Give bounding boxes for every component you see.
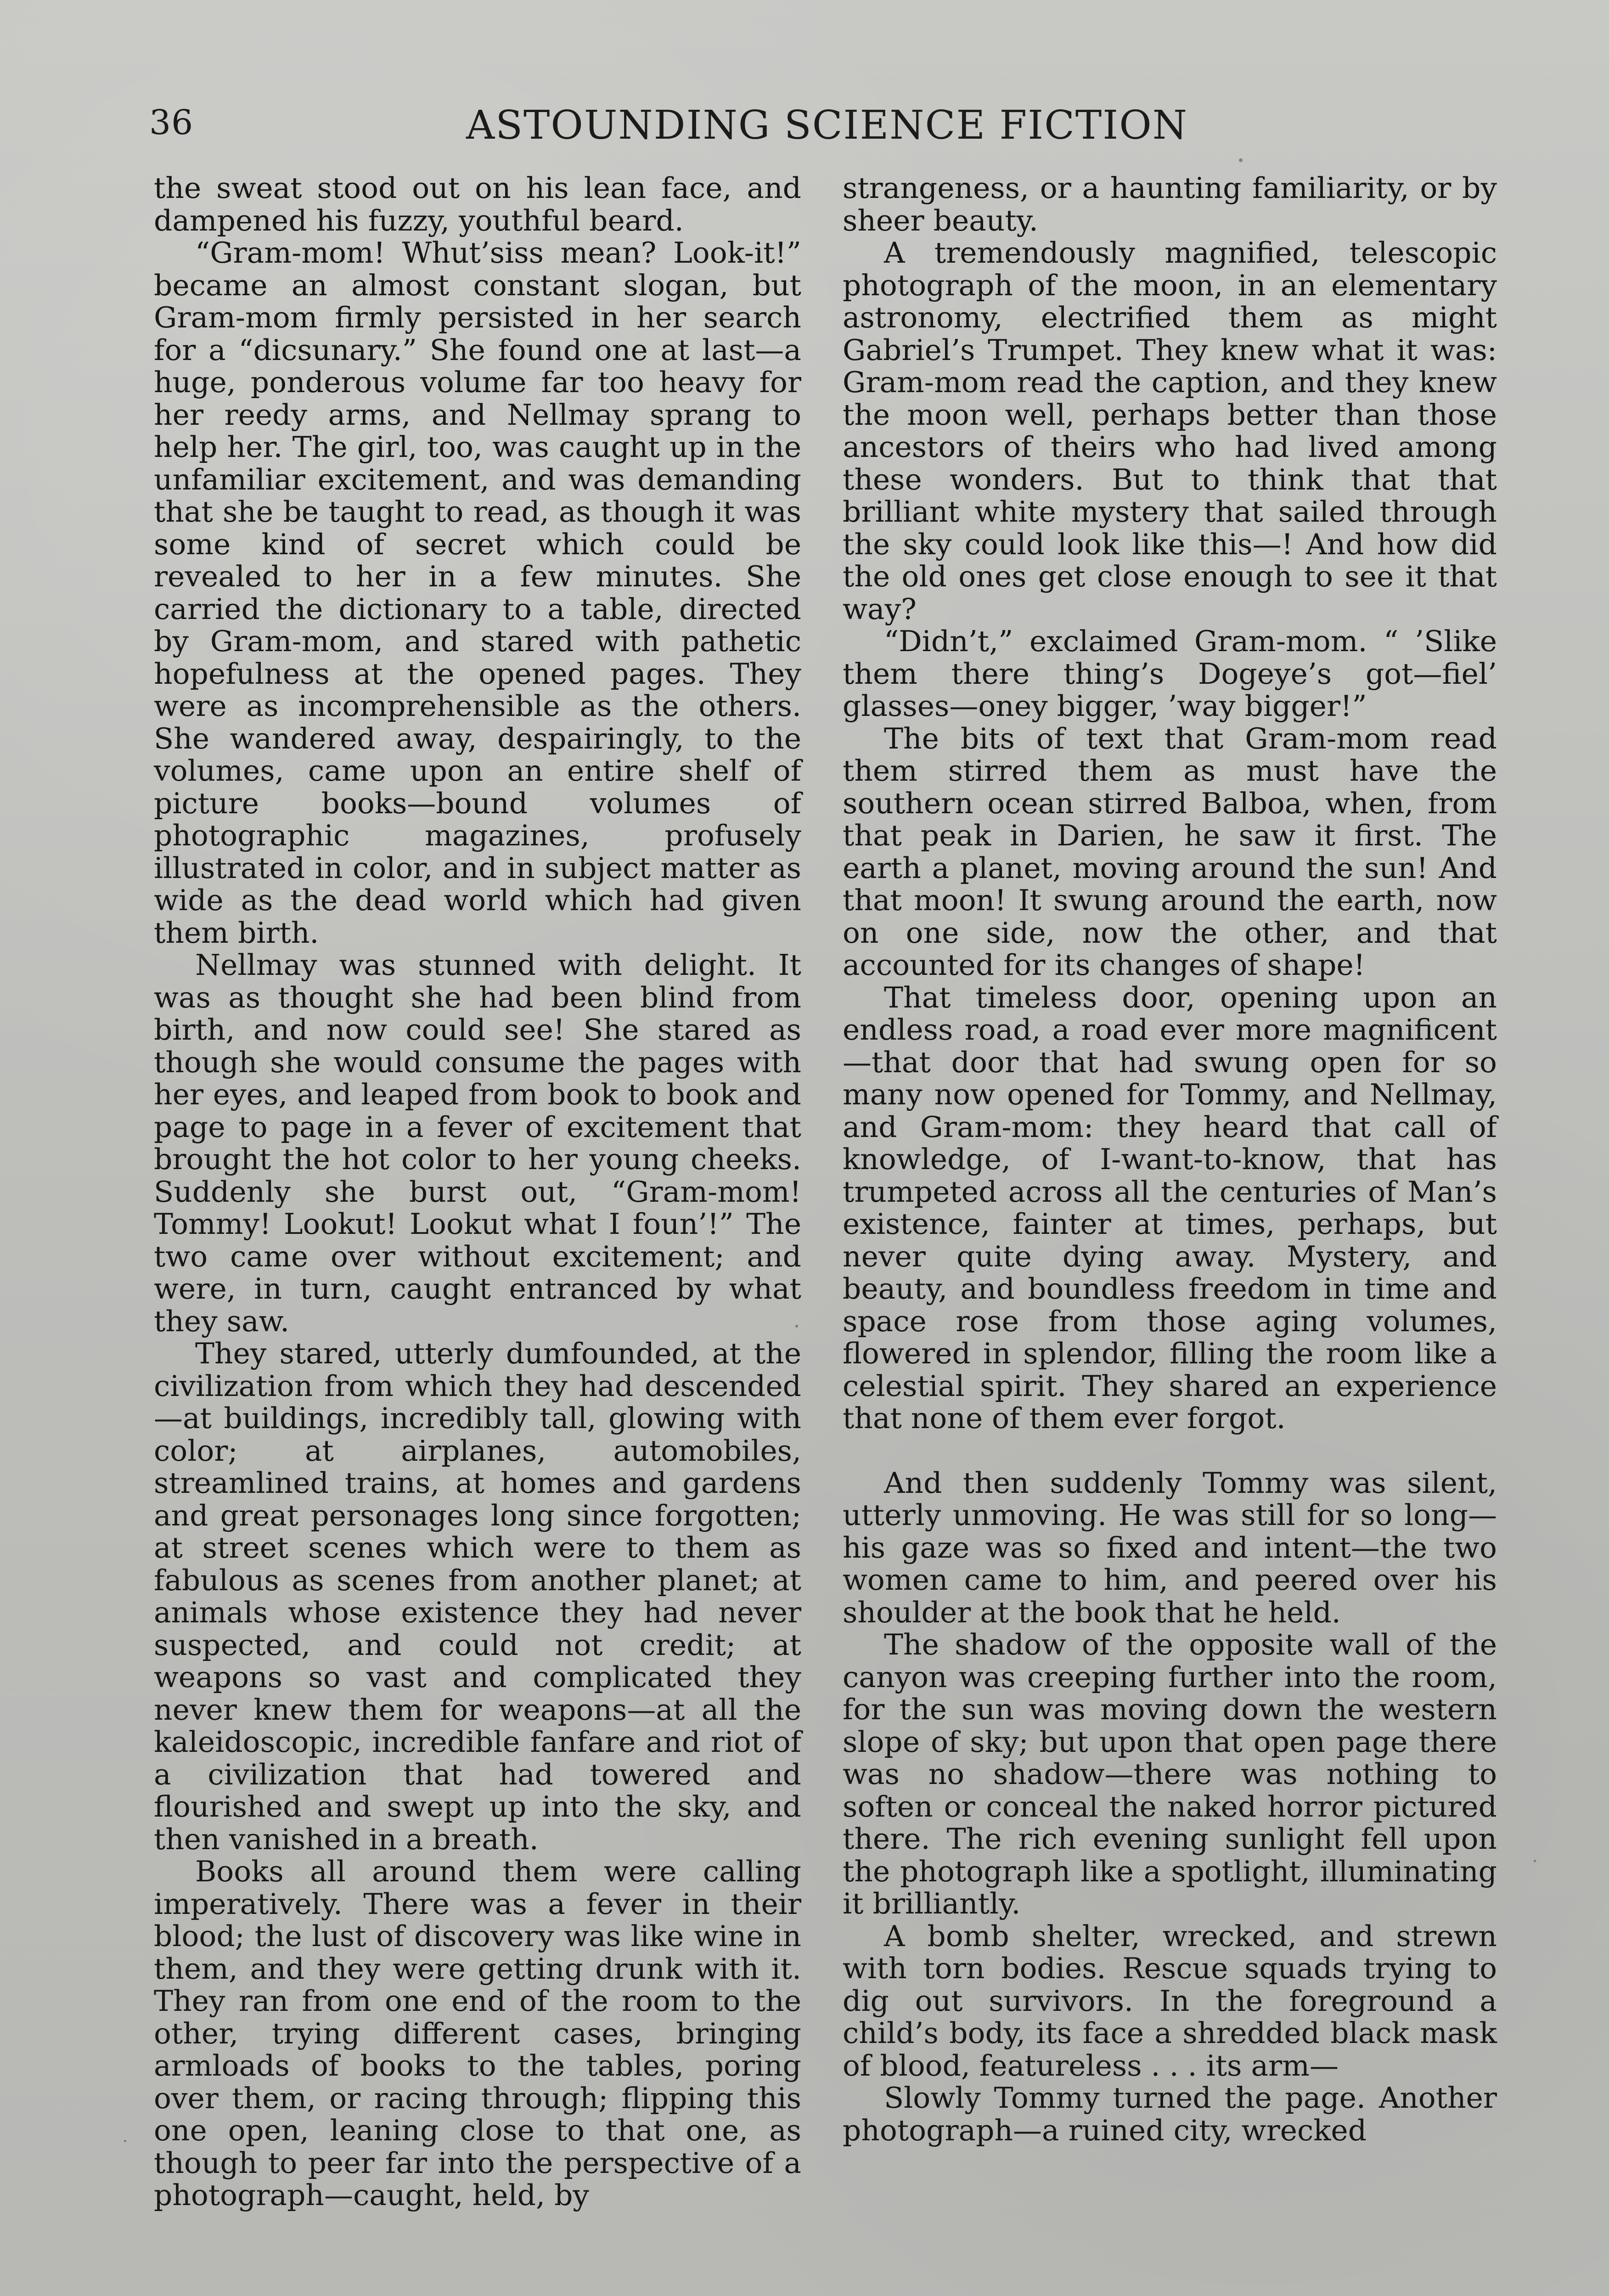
right-paragraph-6: And then suddenly Tommy was silent, utterly unmoving. He was still for so long—his gaze was so fixed and intent—the two women came to him, and peered over his shoulder at the book that he held. <box>843 1466 1497 1629</box>
page-number: 36 <box>149 103 194 142</box>
right-paragraph-8: A bomb shelter, wrecked, and strewn with torn bodies. Rescue squads trying to dig out survivors. In the foreground a child’s body, its face a shredded black mask of blood, featureless . . . its arm— <box>843 1919 1497 2082</box>
running-title: ASTOUNDING SCIENCE FICTION <box>466 102 1188 148</box>
right-paragraph-4: The bits of text that Gram-mom read them stirred them as must have the southern ocean stirred Balboa, when, from that peak in Darien, he saw it first. The earth a planet, moving around the sun! And that moon! It swung around the earth, now on one side, now the other, and that accounted for its changes of shape! <box>843 721 1497 982</box>
right-paragraph-5: That timeless door, opening upon an endless road, a road ever more magnificent—that door that had swung open for so many now opened for Tommy, and Nellmay, and Gram-mom: they heard that call of knowledge, of I-want-to-know, that has trumpeted across all the centuries of Man’s existence, fainter at times, perhaps, but never quite dying away. Mystery, and beauty, and boundless freedom in time and space rose from those aging volumes, flowered in splendor, filling the room like a celestial spirit. They shared an experience that none of them ever forgot. <box>843 980 1497 1435</box>
paper-speck <box>795 1325 798 1328</box>
section-break <box>843 1435 1497 1467</box>
left-paragraph-1: the sweat stood out on his lean face, and dampened his fuzzy, youthful beard. <box>154 171 801 237</box>
left-text-column <box>154 172 801 2212</box>
right-text-column <box>843 172 1497 2147</box>
right-paragraph-7: The shadow of the opposite wall of the canyon was creeping further into the room, for the sun was moving down the western slope of sky; but upon that open page there was no shadow—there was nothing to soften or conceal the naked horror pictured there. The rich evening sunlight fell upon the photograph like a spotlight, illuminating it brilliantly. <box>843 1628 1497 1920</box>
right-paragraph-3: “Didn’t,” exclaimed Gram-mom. “ ’Slike them there thing’s Dogeye’s got—fiel’ glasses—oney bigger, ’way bigger!” <box>843 625 1497 723</box>
paper-speck <box>1239 158 1243 162</box>
right-paragraph-9: Slowly Tommy turned the page. Another photograph—a ruined city, wrecked <box>843 2081 1497 2147</box>
right-paragraph-1: strangeness, or a haunting familiarity, or by sheer beauty. <box>843 171 1497 237</box>
left-paragraph-5: Books all around them were calling imperatively. There was a fever in their blood; the lust of discovery was like wine in them, and they were getting drunk with it. They ran from one end of the room to the other, trying different cases, bringing armloads of books to the tables, poring over them, or racing through; flipping this one open, leaning close to that one, as though to peer far into the perspective of a photograph—caught, held, by <box>154 1855 801 2212</box>
right-paragraph-2: A tremendously magnified, telescopic photograph of the moon, in an elementary astronomy, electrified them as might Gabriel’s Trumpet. They knew what it was: Gram-mom read the caption, and they knew the moon well, perhaps better than those ancestors of theirs who had lived among these wonders. But to think that that brilliant white mystery that sailed through the sky could look like this—! And how did the old ones get close enough to see it that way? <box>843 236 1497 626</box>
left-paragraph-2: “Gram-mom! Whut’siss mean? Look-it!” became an almost constant slogan, but Gram-mom firmly persisted in her search for a “dicsunary.” She found one at last—a huge, ponderous volume far too heavy for her reedy arms, and Nellmay sprang to help her. The girl, too, was caught up in the unfamiliar excitement, and was demanding that she be taught to read, as though it was some kind of secret which could be revealed to her in a few minutes. She carried the dictionary to a table, directed by Gram-mom, and stared with pathetic hopefulness at the opened pages. They were as incomprehensible as the others. She wandered away, despairingly, to the volumes, came upon an entire shelf of picture books—bound volumes of photographic magazines, profusely illustrated in color, and in subject matter as wide as the dead world which had given them birth. <box>154 236 801 950</box>
paper-speck <box>124 2140 126 2142</box>
page-header <box>149 102 1479 161</box>
paper-speck <box>1534 1860 1536 1862</box>
left-paragraph-3: Nellmay was stunned with delight. It was as thought she had been blind from birth, and now could see! She stared as though she would consume the pages with her eyes, and leaped from book to book and page to page in a fever of excitement that brought the hot color to her young cheeks. Suddenly she burst out, “Gram-mom! Tommy! Lookut! Lookut what I foun’!” The two came over without excitement; and were, in turn, caught entranced by what they saw. <box>154 948 801 1338</box>
left-paragraph-4: They stared, utterly dumfounded, at the civilization from which they had descended—at buildings, incredibly tall, glowing with color; at airplanes, automobiles, streamlined trains, at homes and gardens and great personages long since forgotten; at street scenes which were to them as fabulous as scenes from another planet; at animals whose existence they had never suspected, and could not credit; at weapons so vast and complicated they never knew them for weapons—at all the kaleidoscopic, incredible fanfare and riot of a civilization that had towered and flourished and swept up into the sky, and then vanished in a breath. <box>154 1337 801 1856</box>
